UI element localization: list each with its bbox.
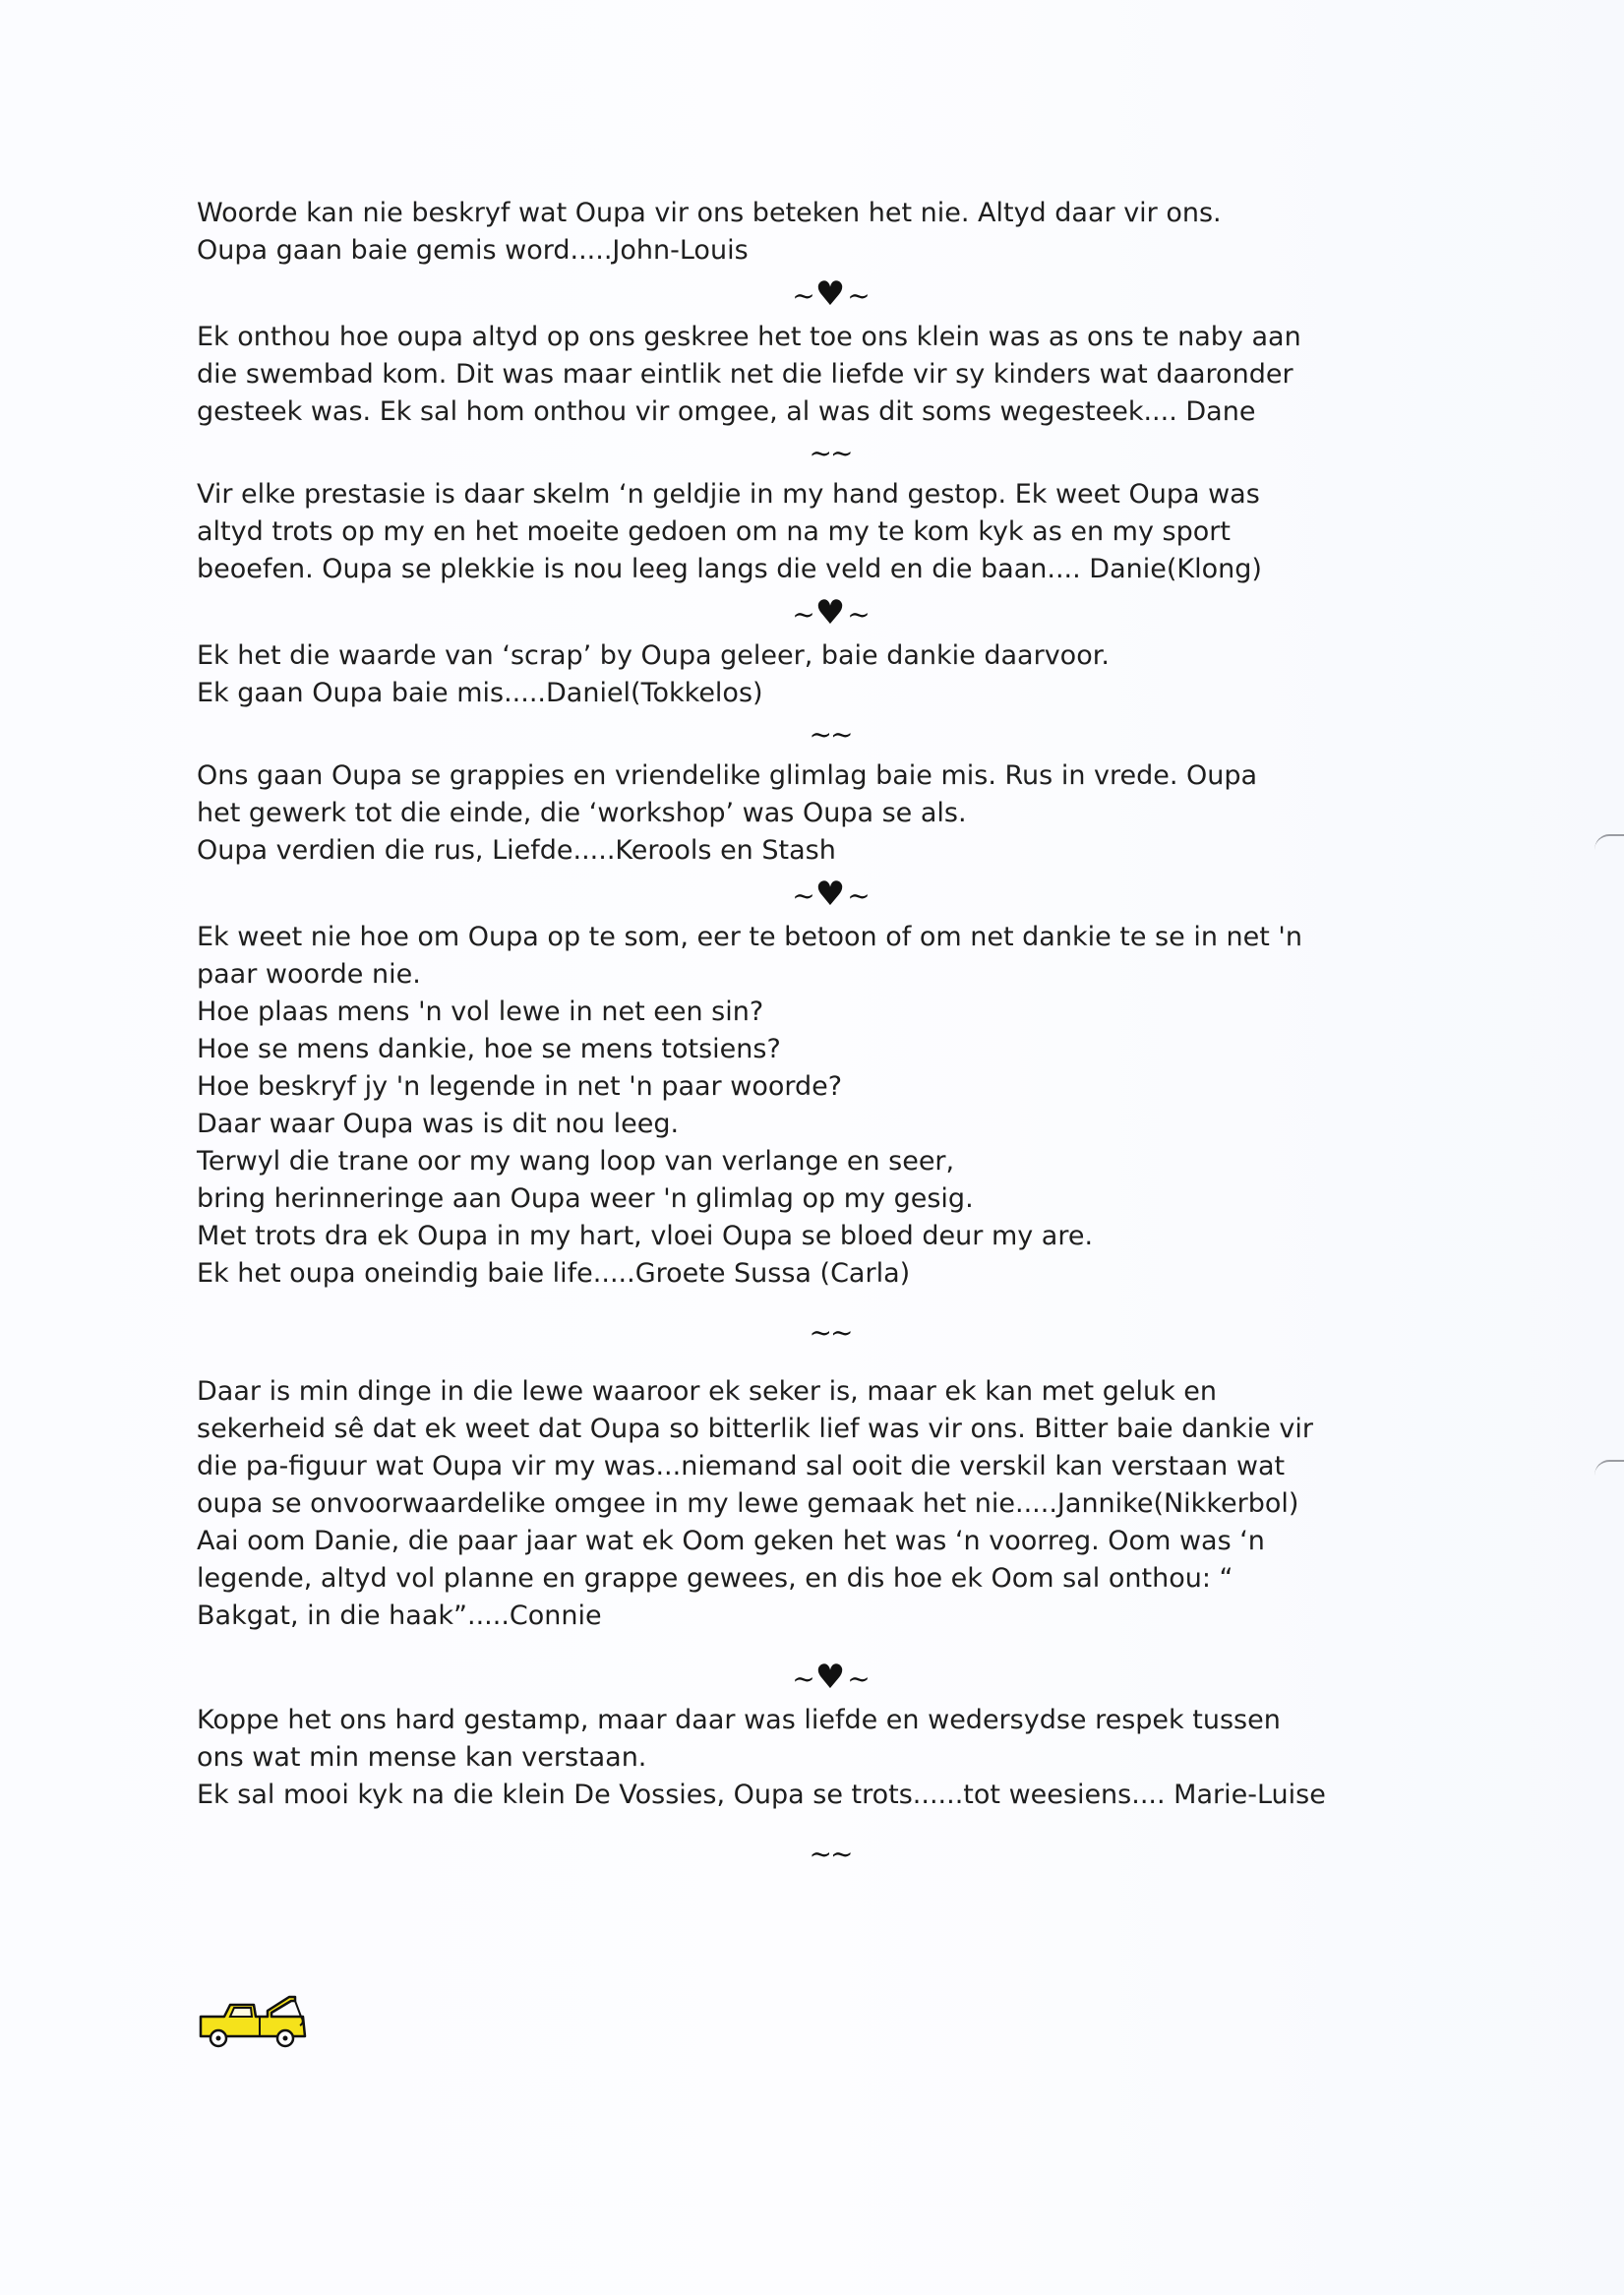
tilde-pair: ~~	[809, 437, 852, 469]
tribute-daniel	[197, 637, 1436, 712]
heart-divider	[197, 1653, 1436, 1702]
text-line: beoefen. Oupa se plekkie is nou leeg langs die veld en die baan.... Danie(Klong)	[197, 554, 1262, 584]
tilde-left: ~	[792, 879, 813, 912]
tilde-pair: ~~	[809, 1316, 852, 1349]
text-line: Vir elke prestasie is daar skelm ‘n geldjie in my hand gestop. Ek weet Oupa was	[197, 479, 1260, 510]
text-line: oupa se onvoorwaardelike omgee in my lewe gemaak het nie.....Jannike(Nikkerbol)	[197, 1488, 1299, 1519]
text-line: Ek sal mooi kyk na die klein De Vossies, Oupa se trots......tot weesiens.... Marie-Luise	[197, 1780, 1326, 1810]
text-line: Ek het die waarde van ‘scrap’ by Oupa geleer, baie dankie daarvoor.	[197, 640, 1110, 671]
tilde-divider	[197, 712, 1436, 757]
heart-icon: ♥	[814, 1658, 846, 1697]
tribute-text	[197, 195, 1436, 1877]
tilde-left: ~	[792, 279, 813, 312]
text-line: paar woorde nie.	[197, 959, 421, 990]
text-line: legende, altyd vol planne en grappe gewees, en dis hoe ek Oom sal onthou: “	[197, 1563, 1233, 1594]
tilde-divider	[197, 1310, 1436, 1356]
tilde-right: ~	[847, 879, 869, 912]
heart-divider	[197, 270, 1436, 319]
text-line: Hoe plaas mens 'n vol lewe in net een sin?	[197, 997, 764, 1027]
text-line: Met trots dra ek Oupa in my hart, vloei Oupa se bloed deur my are.	[197, 1221, 1094, 1251]
text-line: Oupa verdien die rus, Liefde.....Kerools en Stash	[197, 835, 836, 866]
tribute-jannike-connie	[197, 1373, 1436, 1635]
tilde-divider	[197, 431, 1436, 476]
text-line: Hoe beskryf jy 'n legende in net 'n paar woorde?	[197, 1071, 843, 1102]
tilde-pair: ~~	[809, 718, 852, 751]
tilde-pair: ~~	[809, 1838, 852, 1870]
tribute-danie	[197, 476, 1436, 588]
text-line: Woorde kan nie beskryf wat Oupa vir ons beteken het nie. Altyd daar vir ons.	[197, 198, 1222, 228]
text-line: Ons gaan Oupa se grappies en vriendelike glimlag baie mis. Rus in vrede. Oupa	[197, 760, 1258, 791]
heart-divider	[197, 588, 1436, 637]
punch-hole-mark	[1594, 834, 1624, 866]
tilde-left: ~	[792, 1662, 813, 1695]
heart-icon: ♥	[814, 274, 846, 314]
tilde-right: ~	[847, 1662, 869, 1695]
text-line: ons wat min mense kan verstaan.	[197, 1742, 647, 1773]
tribute-john-louis	[197, 195, 1436, 270]
tilde-right: ~	[847, 279, 869, 312]
text-line: Koppe het ons hard gestamp, maar daar was liefde en wedersydse respek tussen	[197, 1705, 1281, 1735]
tribute-kerools-stash	[197, 757, 1436, 870]
punch-hole-mark	[1594, 1460, 1624, 1491]
text-line: die swembad kom. Dit was maar eintlik net die liefde vir sy kinders wat daaronder	[197, 359, 1293, 390]
heart-icon: ♥	[814, 875, 846, 914]
text-line: altyd trots op my en het moeite gedoen om na my te kom kyk as en my sport	[197, 516, 1231, 547]
text-line: sekerheid sê dat ek weet dat Oupa so bitterlik lief was vir ons. Bitter baie dankie vir	[197, 1414, 1313, 1444]
text-line: Aai oom Danie, die paar jaar wat ek Oom geken het was ‘n voorreg. Oom was ‘n	[197, 1526, 1265, 1556]
text-line: Daar waar Oupa was is dit nou leeg.	[197, 1109, 680, 1139]
text-line: Ek onthou hoe oupa altyd op ons geskree het toe ons klein was as ons te naby aan	[197, 322, 1301, 352]
text-line: Ek weet nie hoe om Oupa op te som, eer te betoon of om net dankie te se in net 'n	[197, 922, 1302, 952]
text-line: Hoe se mens dankie, hoe se mens totsiens?	[197, 1034, 781, 1064]
text-line: gesteek was. Ek sal hom onthou vir omgee, al was dit soms wegesteek.... Dane	[197, 396, 1256, 427]
tribute-marie-luise	[197, 1702, 1436, 1814]
text-line: Daar is min dinge in die lewe waaroor ek seker is, maar ek kan met geluk en	[197, 1376, 1218, 1407]
text-line: Bakgat, in die haak”.....Connie	[197, 1600, 602, 1631]
text-line: bring herinneringe aan Oupa weer 'n glimlag op my gesig.	[197, 1183, 974, 1214]
text-line: Terwyl die trane oor my wang loop van verlange en seer,	[197, 1146, 955, 1177]
tilde-right: ~	[847, 598, 869, 631]
text-line: het gewerk tot die einde, die ‘workshop’ was Oupa se als.	[197, 798, 967, 828]
heart-divider	[197, 870, 1436, 919]
tow-truck-icon	[195, 1987, 311, 2050]
text-line: Oupa gaan baie gemis word.....John-Louis	[197, 235, 749, 266]
text-line: die pa-figuur wat Oupa vir my was...niemand sal ooit die verskil kan verstaan wat	[197, 1451, 1286, 1481]
tilde-left: ~	[792, 598, 813, 631]
text-line: Ek gaan Oupa baie mis.....Daniel(Tokkelos)	[197, 678, 763, 708]
heart-icon: ♥	[814, 593, 846, 633]
tribute-carla	[197, 919, 1436, 1293]
tribute-dane	[197, 319, 1436, 431]
tilde-divider	[197, 1832, 1436, 1877]
text-line: Ek het oupa oneindig baie life.....Groete Sussa (Carla)	[197, 1258, 911, 1289]
